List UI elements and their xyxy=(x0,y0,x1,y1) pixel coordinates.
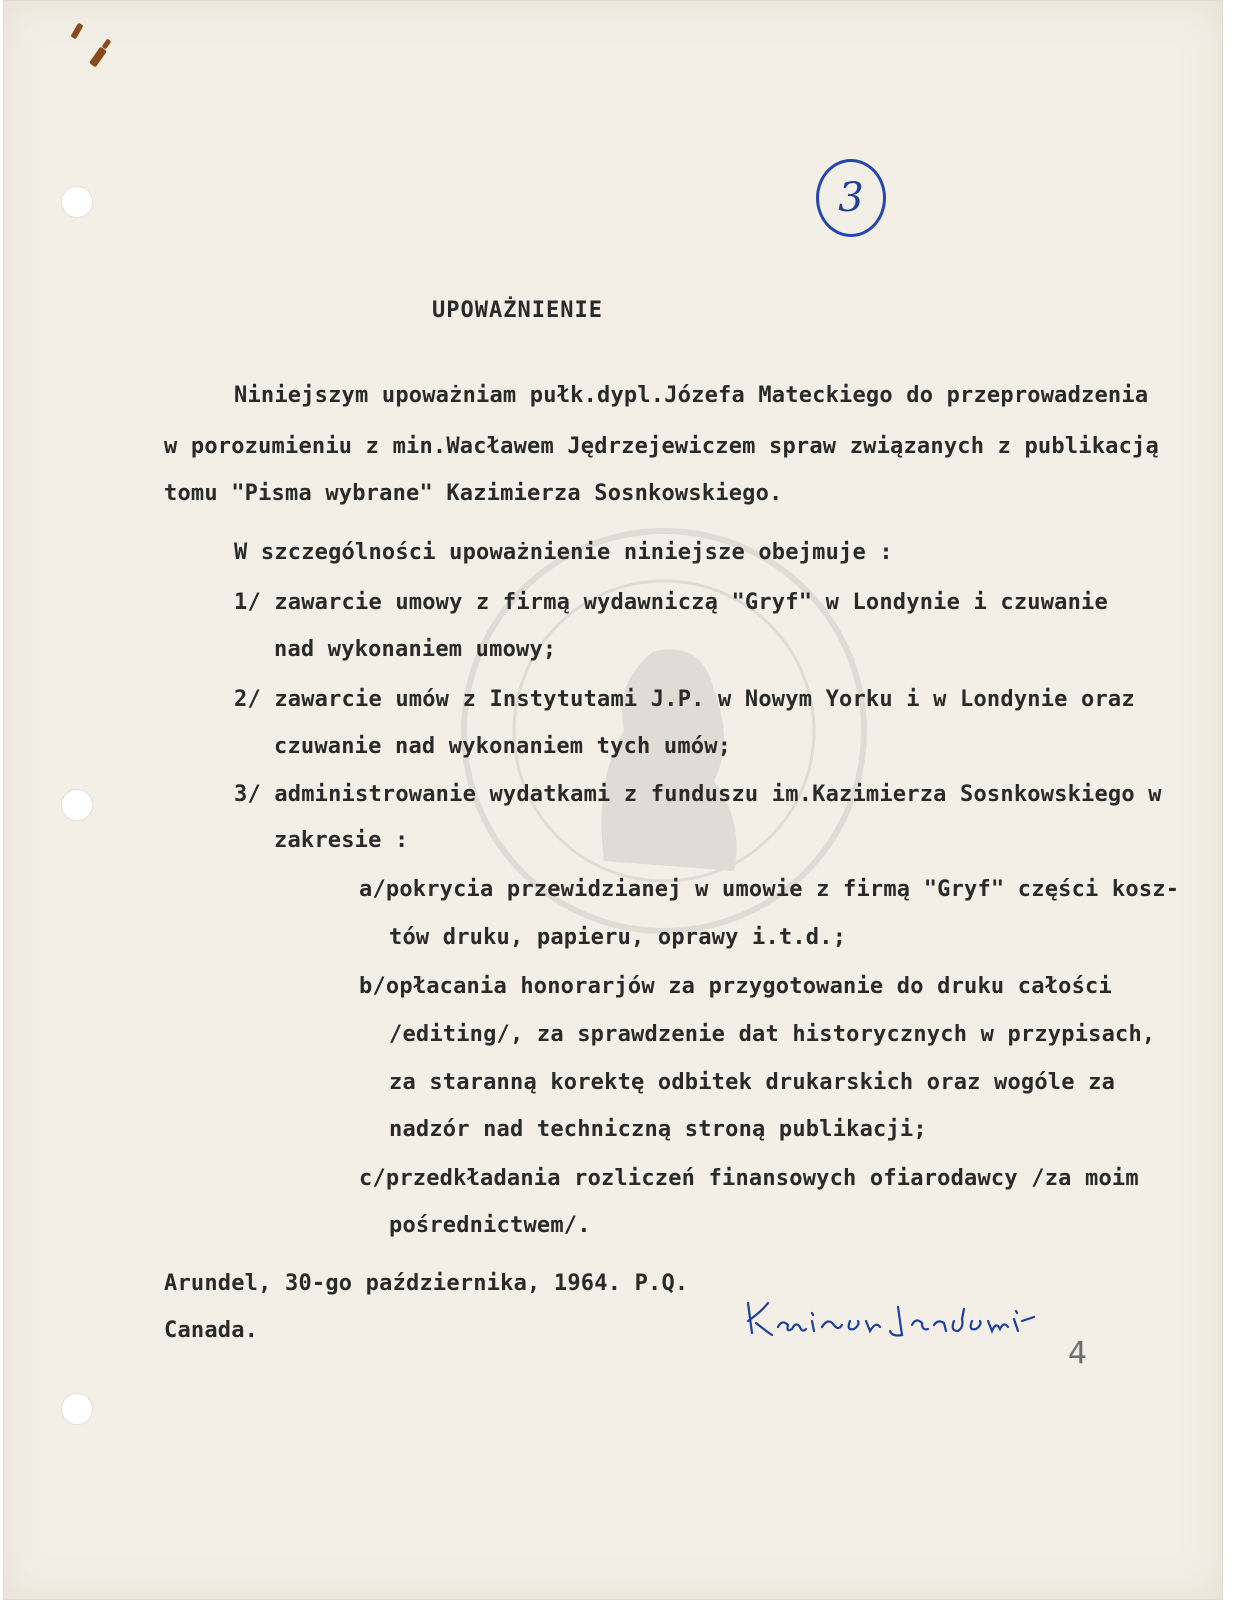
intro-line: Niniejszym upoważniam pułk.dypl.Józefa Mateckiego do przeprowadzenia xyxy=(234,383,1149,408)
list-item-line: czuwanie nad wykonaniem tych umów; xyxy=(274,734,732,759)
list-item-line: 1/ zawarcie umowy z firmą wydawniczą "Gryf" w Londynie i czuwanie xyxy=(234,590,1108,615)
country: Canada. xyxy=(164,1318,259,1343)
subitem-line: za staranną korektę odbitek drukarskich oraz wogóle za xyxy=(389,1070,1116,1095)
subitem-line: c/przedkładania rozliczeń finansowych ofiarodawcy /za moim xyxy=(359,1166,1139,1191)
punch-hole xyxy=(61,789,93,821)
list-item-line: nad wykonaniem umowy; xyxy=(274,637,557,662)
place-date: Arundel, 30-go października, 1964. P.Q. xyxy=(164,1271,689,1296)
list-item-line: 3/ administrowanie wydatkami z funduszu im.Kazimierza Sosnkowskiego w xyxy=(234,782,1162,807)
document-title: UPOWAŻNIENIE xyxy=(432,298,603,323)
scope-intro: W szczególności upoważnienie niniejsze obejmuje : xyxy=(234,540,893,565)
intro-line: tomu "Pisma wybrane" Kazimierza Sosnkowskiego. xyxy=(164,481,783,506)
subitem-line: a/pokrycia przewidzianej w umowie z firmą "Gryf" części kosz- xyxy=(359,877,1180,902)
signature xyxy=(742,1291,1042,1351)
subitem-line: b/opłacania honorarjów za przygotowanie do druku całości xyxy=(359,974,1112,999)
subitem-line: tów druku, papieru, oprawy i.t.d.; xyxy=(389,925,847,950)
document-page xyxy=(3,0,1223,1600)
punch-hole xyxy=(61,1393,93,1425)
punch-hole xyxy=(61,186,93,218)
subitem-line: /editing/, za sprawdzenie dat historycznych w przypisach, xyxy=(389,1022,1156,1047)
list-item-line: 2/ zawarcie umów z Instytutami J.P. w Nowym Yorku i w Londynie oraz xyxy=(234,687,1135,712)
list-item-line: zakresie : xyxy=(274,828,409,853)
page-number-text: 3 xyxy=(838,175,864,221)
pencil-page-number: 4 xyxy=(1068,1336,1088,1371)
intro-line: w porozumieniu z min.Wacławem Jędrzejewiczem spraw związanych z publikacją xyxy=(164,434,1159,459)
circled-page-number xyxy=(816,159,886,237)
subitem-line: pośrednictwem/. xyxy=(389,1213,591,1238)
subitem-line: nadzór nad techniczną stroną publikacji; xyxy=(389,1117,927,1142)
